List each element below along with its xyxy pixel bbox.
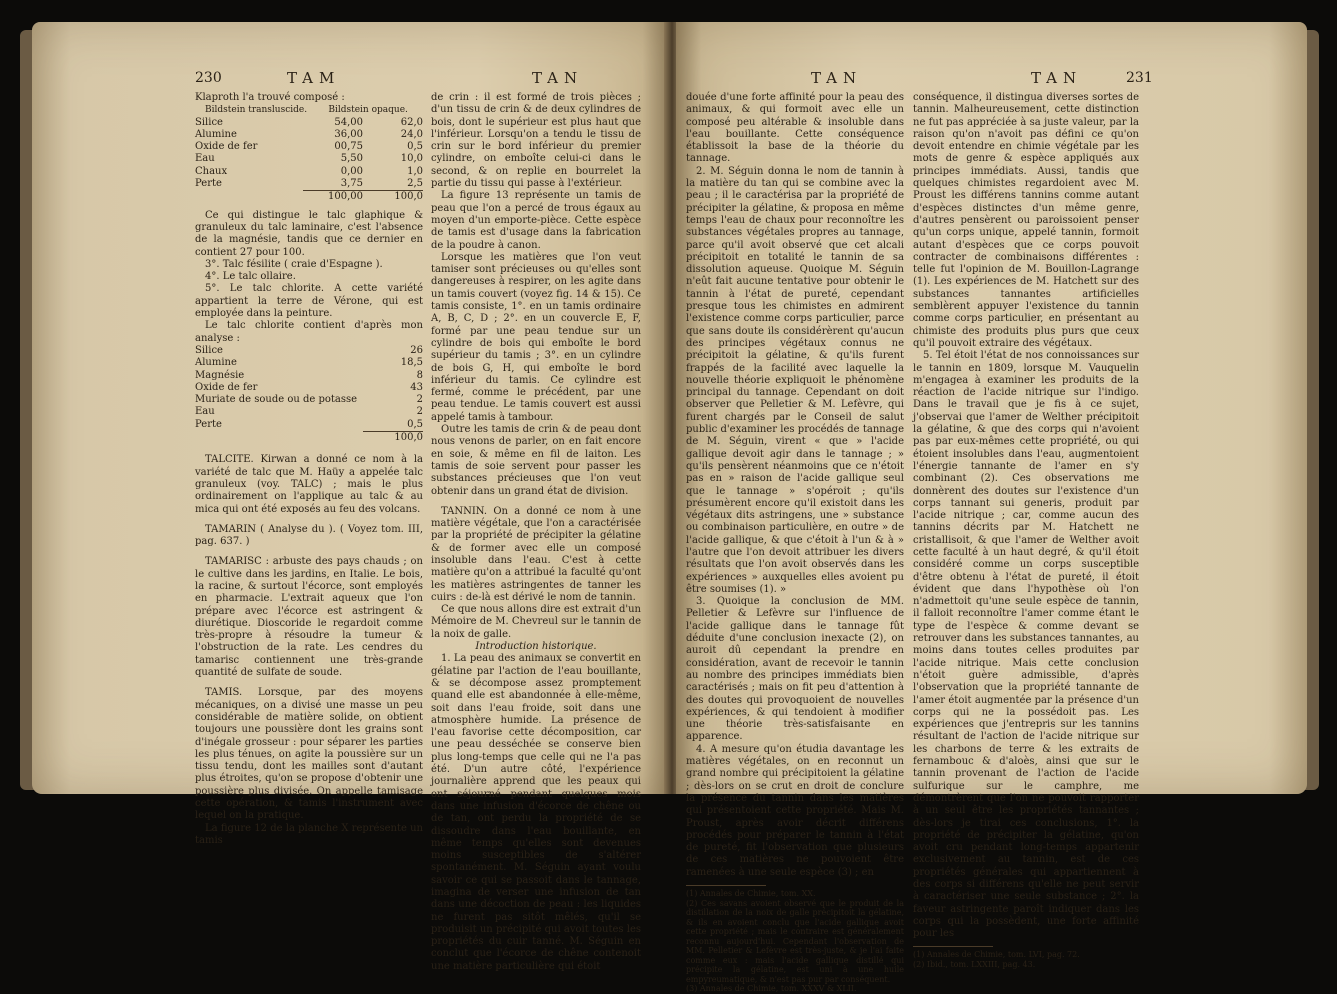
running-head: TAN	[811, 69, 863, 87]
footnote: (2) Ces savans avoient observé que le produit de la distillation de la noix de galle précipitoit la gélatine, & ils en avoient conclu que l'acide gallique avoit cette propriété ; mais le contraire est généralement reconnu aujourd'hui. Cependant l'observation de MM. Pelletier & Lefèvre est très-juste, & je l'ai faite comme eux : mais l'acide gallique distillé qui précipite la gélatine, est uni à une huile empyreumatique, & n'est pas pur par conséquent.	[686, 898, 904, 984]
table-total-row	[195, 191, 423, 204]
footnote: (1) Annales de Chimie, tom. LVI, pag. 72.	[913, 950, 1080, 960]
table-cell: Oxide de fer	[195, 141, 258, 153]
footnote: (1) Annales de Chimie, tom. XX.	[686, 889, 816, 898]
table-cell: 26	[410, 344, 423, 356]
right-column-2	[913, 92, 1139, 969]
table-cell: 2	[416, 394, 423, 406]
footnote: (2) Ibid., tom. LXXIII, pag. 43.	[913, 959, 1036, 969]
klaproth-intro: Klaproth l'a trouvé composé :	[195, 92, 345, 103]
table-cell: Alumine	[195, 357, 237, 369]
table-cell: 0,00	[340, 165, 363, 177]
table-cell: 2	[416, 406, 423, 418]
paragraph: conséquence, il distingua diverses sortes de tannin. Malheureusement, cette distinction ne fut pas appréciée à sa juste valeur, par la raison qu'on n'avoit pas défini ce qu'on devoit entendre en chimie végétale par les mots de genre & espèce appliqués aux principes immédiats. Aussi, tandis que quelques chimistes regardoient avec M. Proust les différens tannins comme autant d'espèces distinctes d'un même genre, d'autres pensèrent ou paroissoient penser qu'un corps unique, appelé tannin, formoit autant d'espèces que ce corps pouvoit contracter de combinaisons différentes : telle fut l'opinion de M. Bouillon-Lagrange (1). Les expériences de M. Hatchett sur des substances tannantes artificielles semblèrent appuyer l'existence du tannin comme corps particulier, en présentant au chimiste des produits plus purs que ceux qu'il pouvoit extraire des végétaux.	[913, 92, 1139, 349]
table-row	[195, 370, 423, 382]
running-head: TAN	[532, 69, 584, 87]
table-row	[195, 178, 423, 191]
table-cell: Magnésie	[195, 369, 245, 381]
table-row	[195, 357, 423, 369]
table-total: 100,00	[303, 191, 363, 204]
paragraph: douée d'une forte affinité pour la peau des animaux, & qui formoit avec elle un composé peu altérable & insoluble dans l'eau bouillante. Cette conséquence établissoit la base de la théorie du tannage.	[686, 92, 904, 165]
table-row	[195, 129, 423, 141]
entry-tamarisc: TAMARISC : arbuste des pays chauds ; on le cultive dans les jardins, en Italie. Le bois, la racine, & surtout l'écorce, sont employés en pharmacie. L'extrait aqueux que l'on prépare avec l'écorce est astringent & diurétique. Dioscoride le regardoit comme très-propre à résoudre la tumeur & l'obstruction de la rate. Les cendres du tamarisc contiennent une très-grande quantité de sulfate de soude.	[195, 556, 423, 679]
entry-tannin: TANNIN. On a donné ce nom à une matière végétale, que l'on a caractérisée par la propriété de précipiter la gélatine & de former avec elle un composé insoluble dans l'eau. C'est à cette matière qu'on a attribué la faculté qu'ont les matières astringentes de tanner les cuirs : de-là est dérivé le nom de tannin.	[431, 505, 641, 603]
footnote-rule	[913, 940, 993, 947]
right-column-1	[686, 92, 904, 994]
table-cell: 54,00	[334, 116, 363, 128]
table-cell: 00,75	[334, 141, 363, 153]
running-head: TAM	[287, 69, 341, 87]
paragraph: La figure 12 de la planche X représente un tamis	[195, 822, 423, 846]
table-cell: Eau	[195, 153, 215, 165]
paragraph: 4. A mesure qu'on étudia davantage les matières végétales, on en reconnut un grand nombre qui précipitoient la gélatine ; dès-lors on se crut en droit de conclure la présence du tannin dans les matières qui présentoient cette propriété. Mais M. Proust, après avoir décrit différens procédés pour préparer le tannin à l'état de pureté, fit l'observation que plusieurs de ces matières ne pouvoient être ramenées à une seule espèce (3) ; en	[686, 743, 904, 878]
list-item: 4°. Le talc ollaire.	[205, 271, 296, 283]
table-cell: Oxide de fer	[195, 381, 258, 393]
paragraph: Outre les tamis de crin & de peau dont nous venons de parler, on en fait encore en soie, & même en fil de laiton. Les tamis de soie servent pour passer les substances précieuses que l'on veut obtenir dans un grand état de division.	[431, 424, 641, 497]
table-row	[195, 345, 423, 357]
table-cell: 36,00	[334, 128, 363, 140]
table-total: 100,0	[363, 432, 423, 445]
table-row	[195, 394, 423, 406]
footnote: (3) Annales de Chimie, tom. XXXV & XLII.	[686, 984, 857, 993]
table-cell: Silice	[195, 344, 223, 356]
table-row	[195, 382, 423, 394]
table-cell: 0,5	[407, 418, 423, 430]
list-item: 3°. Talc fésilite ( craie d'Espagne ).	[205, 258, 383, 270]
paragraph: Ce que nous allons dire est extrait d'un Mémoire de M. Chevreul sur le tannin de la noix de galle.	[431, 604, 641, 640]
table-row	[195, 141, 423, 153]
table-cell: 62,0	[400, 116, 423, 128]
left-page	[32, 22, 668, 972]
paragraph: Lorsque les matières que l'on veut tamiser sont précieuses ou qu'elles sont dangereuses à respirer, on les agite dans un tamis couvert (voyez fig. 14 & 15). Ce tamis consiste, 1°. en un tamis ordinaire A, B, C, D ; 2°. en un couvercle E, F, formé par une peau tendue sur un cylindre de bois qui emboîte le bord supérieur du tamis ; 3°. en un cylindre de bois G, H, qui emboîte le bord inférieur du tamis. Ce cylindre est fermé, comme le précédent, par une peau tendue. Le tamis couvert est aussi appelé tamis à tambour.	[431, 251, 641, 423]
table-cell: 1,0	[407, 165, 423, 177]
table-row	[195, 153, 423, 165]
right-page-edges	[1305, 30, 1319, 790]
table-cell: 3,75	[340, 178, 363, 190]
paragraph: 3. Quoique la conclusion de MM. Pelletier & Lefèvre sur l'influence de l'acide gallique dans le tannage fût déduite d'une conclusion inexacte (2), on auroit dû cependant la prendre en considération, avant de recevoir le tannin au nombre des principes immédiats bien caractérisés ; mais on fit peu d'attention à des doutes qui provoquoient de nouvelles expériences, & qui tendoient à modifier une théorie très-satisfaisante en apparence.	[686, 596, 904, 743]
table-cell: 2,5	[407, 178, 423, 190]
page-number: 231	[1126, 70, 1153, 86]
section-heading: Introduction historique.	[475, 641, 597, 653]
table-row	[195, 406, 423, 418]
paragraph: Le talc chlorite contient d'après mon analyse :	[195, 320, 423, 344]
table-header: Bildstein transluscide.	[205, 105, 308, 116]
bildstein-table	[195, 104, 423, 116]
list-item: 5°. Le talc chlorite. A cette variété appartient la terre de Vérone, qui est employée dans la peinture.	[195, 283, 423, 320]
paragraph: 5. Tel étoit l'état de nos connoissances sur le tannin en 1809, lorsque M. Vauquelin m'engagea à examiner les produits de la réaction de l'acide nitrique sur l'indigo. Dans le travail que je fis à ce sujet, j'observai que l'amer de Welther précipitoit la gélatine, & que des corps qui n'avoient pas par eux-mêmes cette propriété, ou qui étoient insolubles dans l'eau, augmentoient l'énergie tannante de l'amer en s'y combinant (2). Ces observations me donnèrent des doutes sur l'existence d'un corps tannant sui generis, produit par l'acide nitrique ; car, comme aucun des tannins décrits par M. Hatchett ne cristallisoit, & que l'amer de Welther avoit cette faculté à un haut degré, & qu'il étoit considéré comme un corps susceptible d'être obtenu à l'état de pureté, il étoit évident que dans l'hypothèse où l'on n'admettoit qu'une seule espèce de tannin, il falloit reconnoître l'amer comme étant le type de l'espèce & comme devant se retrouver dans les substances tannantes, au moins dans toutes celles produites par l'acide nitrique. Mais cette conclusion n'étoit guère admissible, d'après l'observation que la propriété tannante de l'amer étoit augmentée par la présence d'un corps qui ne la possédoit pas. Les expériences que j'entrepris sur les tannins résultant de l'action de l'acide nitrique sur les charbons de terre & les extraits de fernambouc & d'aloès, ainsi que sur le tannin provenant de l'action de l'acide sulfurique sur le camphre, me démontrèrent que l'on ne pouvoit rapporter à un seul être les propriétés tannantes ; dès-lors je tirai ces conclusions, 1°. la propriété de précipiter la gélatine, qu'on avoit cru pendant long-temps appartenir exclusivement au tannin, est de ces propriétés générales qui appartiennent à des corps si différens qu'elle ne peut servir à caractériser une seule substance ; 2°. la faveur astringente paroît indiquer dans les corps qui la possèdent, une forte affinité pour les	[913, 350, 1139, 940]
table-cell: Eau	[195, 406, 215, 418]
table-cell: Muriate de soude ou de potasse	[195, 394, 358, 406]
paragraph: 1. La peau des animaux se convertit en gélatine par l'action de l'eau bouillante, & se décompose assez promptement quand elle est abandonnée à elle-même, soit dans l'eau froide, soit dans une atmosphère humide. La présence de l'eau favorise cette décomposition, car une peau desséchée se conserve bien plus long-temps que celle qui ne l'a pas été. D'un autre côté, l'expérience journalière apprend que les peaux qui ont séjourné pendant quelques mois dans une infusion d'écorce de chêne ou de tan, ont perdu la propriété de se dissoudre dans l'eau bouillante, en même temps qu'elles sont devenues moins susceptibles de s'altérer spontanément. M. Séguin ayant voulu savoir ce qui se passoit dans le tannage, imagina de verser une infusion de tan dans une décoction de peau : les liquides ne furent pas sitôt mêlés, qu'il se produisit un précipité qui avoit toutes les propriétés du cuir tanné. M. Séguin en conclut que l'écorce de chêne contenoit une matière particulière qui étoit	[431, 653, 641, 972]
table-cell: 43	[410, 381, 423, 393]
paragraph: 2. M. Séguin donna le nom de tannin à la matière du tan qui se combine avec la peau ; il le caractérisa par la propriété de précipiter la gélatine, & proposa en même temps l'eau de chaux pour reconnoître les substances végétales propres au tannage, parce qu'il avoit observé que cet alcali précipitoit en totalité le tannin de sa dissolution aqueuse. Quoique M. Séguin n'eût fait aucune tentative pour obtenir le tannin à l'état de pureté, cependant presque tous les chimistes en admirent l'existence comme corps particulier, parce que sans doute ils considérèrent qu'aucun des principes végétaux connus ne précipitoit la gélatine, & qu'ils furent frappés de la facilité avec laquelle la nouvelle théorie expliquoit le phénomène principal du tannage. Cependant on doit observer que Pelletier & M. Lefèvre, qui furent chargés par le Conseil de salut public d'examiner les procédés de tannage de M. Séguin, virent « que » l'acide gallique devoit agir dans le tannage ; » qu'ils pensèrent néanmoins que ce n'étoit pas en » raison de l'acide gallique seul que le tannage » s'opéroit ; qu'ils présumèrent encore qu'il existoit dans les végétaux dits astringens, une » substance ou combinaison particulière, en outre » de l'acide gallique, & que c'étoit à l'un & à » l'autre que l'on devoit attribuer les divers résultats que l'on avoit observés dans les expériences » auxquelles elles avoient pu être soumises (1). »	[686, 165, 904, 595]
table-total: 100,0	[363, 191, 423, 204]
table-row	[195, 419, 423, 432]
paragraph: La figure 13 représente un tamis de peau que l'on a percé de trous égaux au moyen d'un emporte-pièce. Cette espèce de tamis est d'usage dans la fabrication de la poudre à canon.	[431, 190, 641, 251]
table-cell: Silice	[195, 116, 223, 128]
page-number: 230	[195, 70, 222, 86]
right-page	[676, 22, 1307, 993]
table-cell: 18,5	[400, 357, 423, 369]
footnote-rule	[686, 879, 766, 886]
paragraph: de crin : il est formé de trois pièces ; d'un tissu de crin & de deux cylindres de bois, dont le supérieur est plus haut que l'inférieur. Lorsqu'on a tendu le tissu de crin sur le bord inférieur du premier cylindre, on emboîte celui-ci dans le second, & on replie en bourrelet la partie du tissu qui passe à l'extérieur.	[431, 92, 641, 190]
table-cell: Alumine	[195, 128, 237, 140]
paragraph: Ce qui distingue le talc glaphique & granuleux du talc laminaire, c'est l'absence de la magnésie, tandis que ce dernier en contient 27 pour 100.	[195, 209, 423, 258]
bildstein-values	[195, 117, 423, 204]
left-column-1	[195, 92, 423, 847]
table-row	[195, 117, 423, 129]
table-cell: 24,0	[400, 128, 423, 140]
table-cell: 10,0	[400, 153, 423, 165]
table-cell: 5,50	[340, 153, 363, 165]
table-cell: Perte	[195, 418, 222, 430]
entry-talcite: TALCITE. Kirwan a donné ce nom à la variété de talc que M. Haüy a appelée talc granuleux (voy. TALC) ; mais le plus ordinairement on l'applique au talc & au mica qui ont été exposés au feu des volcans.	[195, 454, 423, 515]
table-row	[195, 166, 423, 178]
table-cell: 8	[416, 369, 423, 381]
table-cell: Chaux	[195, 165, 228, 177]
table-header: Bildstein opaque.	[328, 105, 408, 116]
table-cell: 0,5	[407, 141, 423, 153]
entry-tamis: TAMIS. Lorsque, par des moyens mécaniques, on a divisé une masse un peu considérable de matière solide, on obtient toujours une poussière dont les grains sont d'inégale grosseur : pour séparer les parties les plus ténues, on agite la poussière sur un tissu tendu, dont les mailles sont d'autant plus étroites, qu'on se propose d'obtenir une poussière plus divisée. On appelle tamisage cette opération, & tamis l'instrument avec lequel on la pratique.	[195, 687, 423, 822]
entry-tamarin: TAMARIN ( Analyse du ). ( Voyez tom. III, pag. 637. )	[195, 523, 423, 548]
table-cell: Perte	[195, 178, 222, 190]
running-head: TAN	[1031, 69, 1083, 87]
table-total-row	[195, 432, 423, 445]
left-column-2	[431, 92, 641, 973]
chlorite-table	[195, 345, 423, 444]
